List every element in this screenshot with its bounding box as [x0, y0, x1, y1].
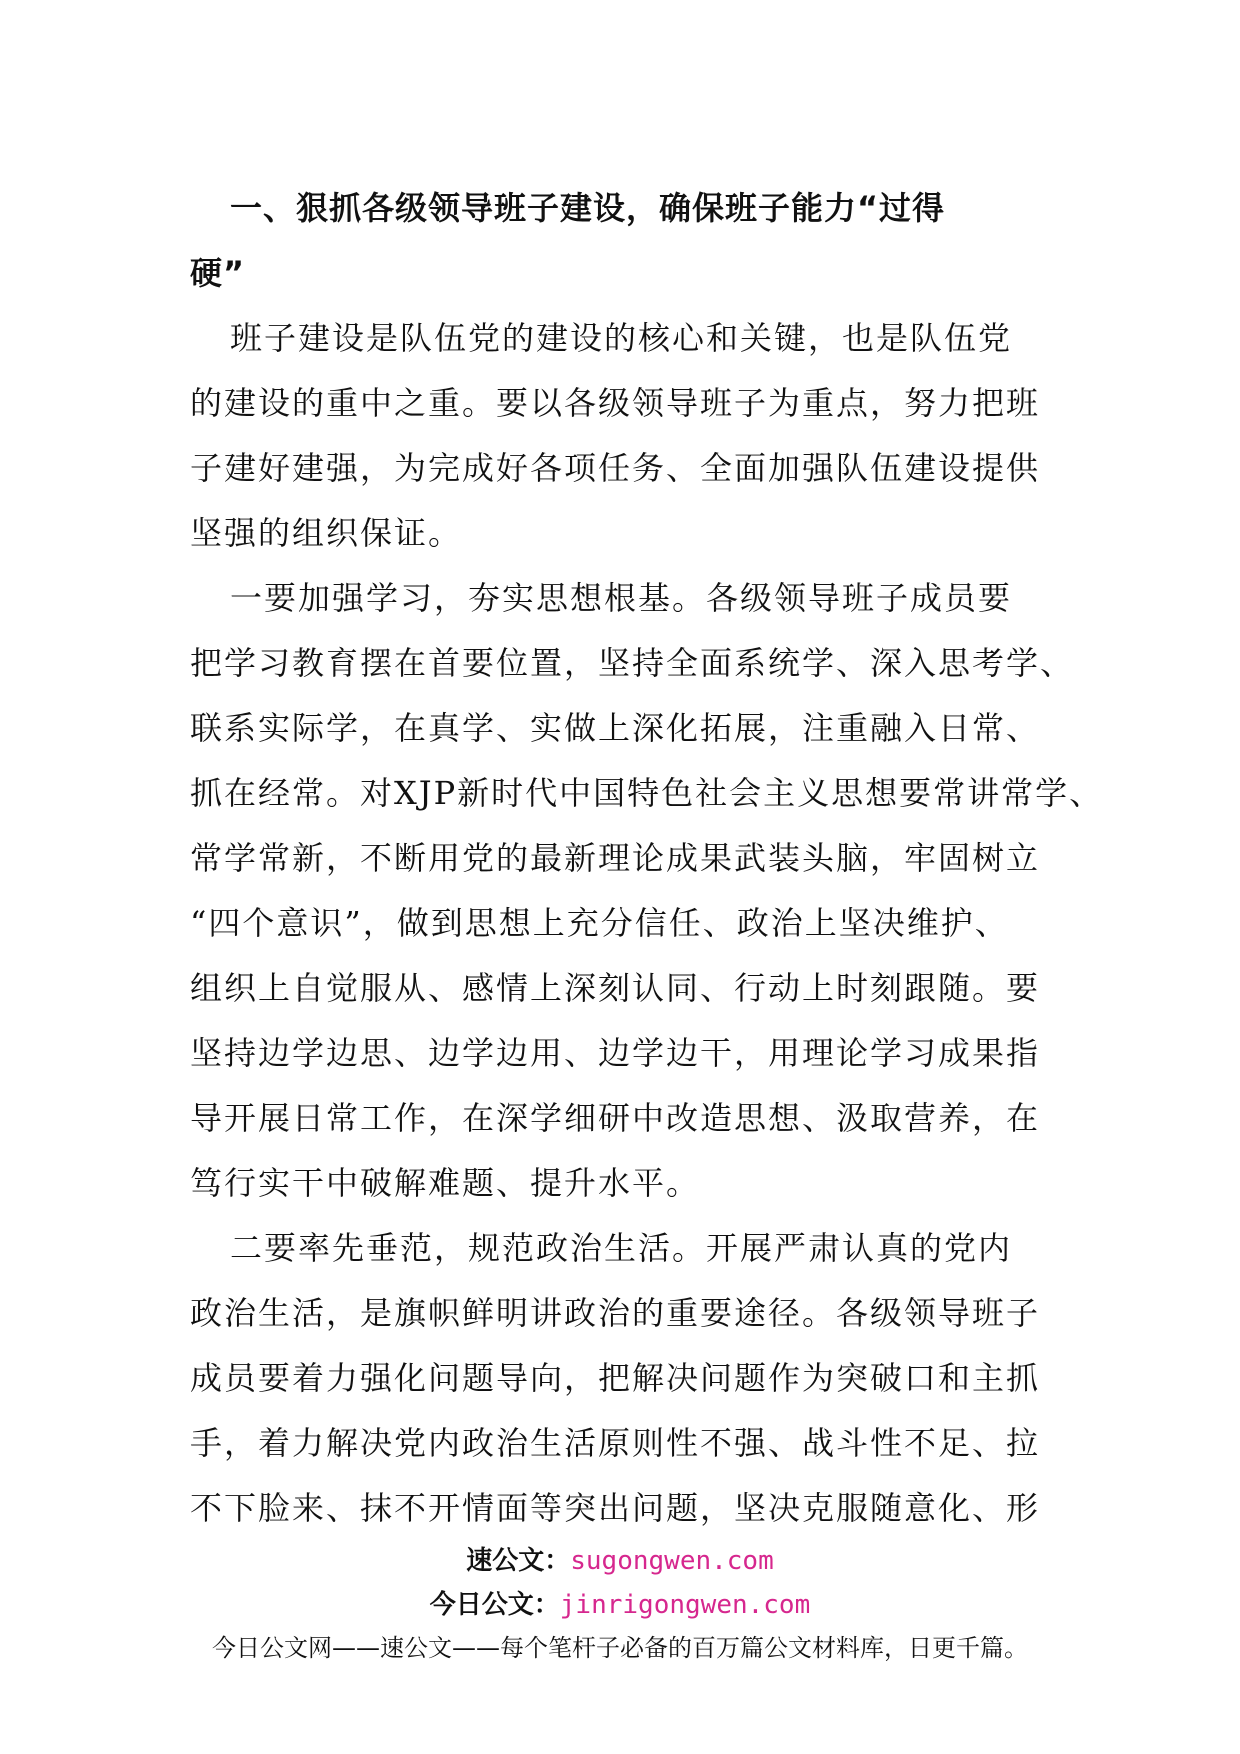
paragraph-1-line-1: 班子建设是队伍党的建设的核心和关键，也是队伍党 [230, 319, 1013, 357]
paragraph-2-line-3: 联系实际学，在真学、实做上深化拓展，注重融入日常、 [190, 709, 1041, 747]
paragraph-2-line-8: 坚持边学边思、边学边用、边学边干，用理论学习成果指 [190, 1034, 1041, 1072]
paragraph-3-line-2: 政治生活，是旗帜鲜明讲政治的重要途径。各级领导班子 [190, 1294, 1041, 1332]
paragraph-1-line-4: 坚强的组织保证。 [190, 514, 463, 552]
footer-sugongwen [0, 1540, 1240, 1577]
paragraph-1-line-2: 的建设的重中之重。要以各级领导班子为重点，努力把班 [190, 384, 1041, 422]
paragraph-3-line-1: 二要率先垂范，规范政治生活。开展严肃认真的党内 [230, 1229, 1013, 1267]
document-body [190, 176, 1104, 1541]
paragraph-3-line-5: 不下脸来、抹不开情面等突出问题，坚决克服随意化、形 [190, 1489, 1041, 1527]
paragraph-1-line-3: 子建好建强，为完成好各项任务、全面加强队伍建设提供 [190, 449, 1041, 487]
footer-sugongwen-link[interactable]: sugongwen.com [570, 1546, 774, 1576]
section-heading-line-2: 硬” [190, 254, 246, 292]
footer-jinrigongwen-label: 今日公文： [429, 1590, 560, 1620]
paragraph-2-line-7: 组织上自觉服从、感情上深刻认同、行动上时刻跟随。要 [190, 969, 1041, 1007]
paragraph-2-line-6: “四个意识”，做到思想上充分信任、政治上坚决维护、 [190, 904, 1009, 942]
paragraph-3-line-3: 成员要着力强化问题导向，把解决问题作为突破口和主抓 [190, 1359, 1041, 1397]
paragraph-2-line-5: 常学常新，不断用党的最新理论成果武装头脑，牢固树立 [190, 839, 1041, 877]
footer-slogan: 今日公文网——速公文——每个笔杆子必备的百万篇公文材料库，日更千篇。 [212, 1634, 1028, 1662]
footer-jinrigongwen-link[interactable]: jinrigongwen.com [559, 1590, 811, 1620]
section-heading-line-1: 一、狠抓各级领导班子建设，确保班子能力“过得 [230, 189, 946, 227]
paragraph-2-line-10: 笃行实干中破解难题、提升水平。 [190, 1164, 701, 1202]
paragraph-2-line-4: 抓在经常。对XJP新时代中国特色社会主义思想要常讲常学、 [190, 774, 1104, 812]
paragraph-2-line-2: 把学习教育摆在首要位置，坚持全面系统学、深入思考学、 [190, 644, 1075, 682]
paragraph-2-line-1: 一要加强学习，夯实思想根基。各级领导班子成员要 [230, 579, 1013, 617]
paragraph-3-line-4: 手，着力解决党内政治生活原则性不强、战斗性不足、拉 [190, 1424, 1041, 1462]
footer-sugongwen-label: 速公文： [466, 1546, 571, 1576]
paragraph-2-line-9: 导开展日常工作，在深学细研中改造思想、汲取营养，在 [190, 1099, 1041, 1137]
footer-jinrigongwen [0, 1584, 1240, 1621]
